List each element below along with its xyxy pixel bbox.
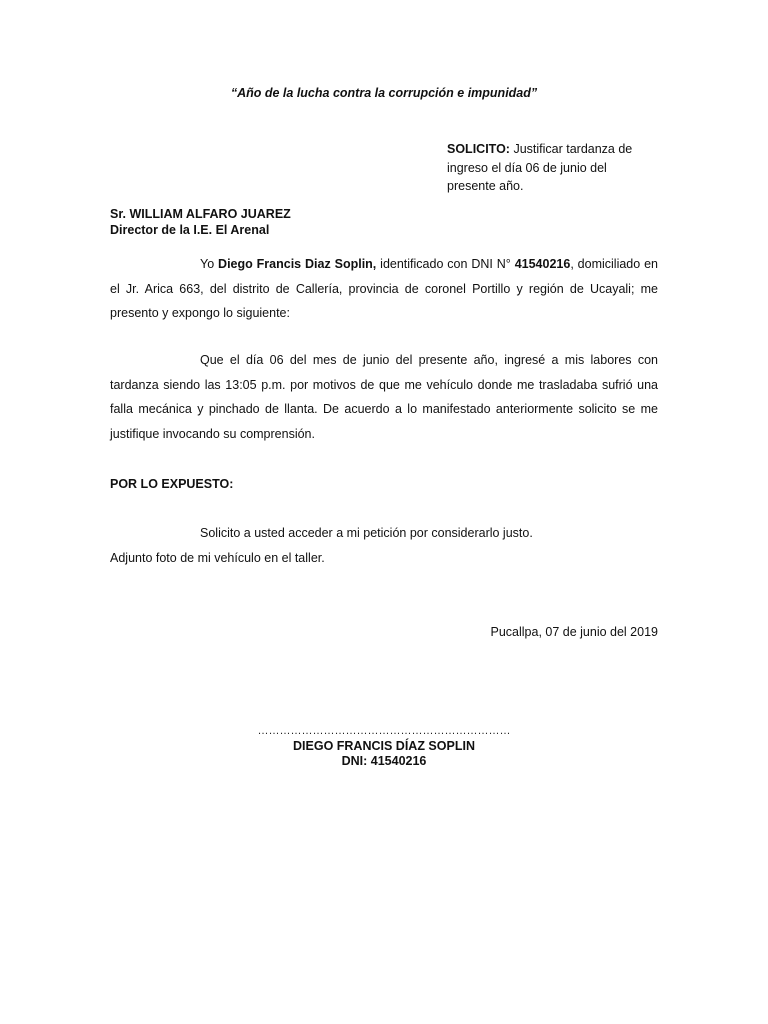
intro-pre: Yo xyxy=(200,257,219,271)
signature-block xyxy=(0,723,768,770)
solicito-block xyxy=(447,140,657,196)
signature-name: DIEGO FRANCIS DÍAZ SOPLIN xyxy=(293,738,475,753)
intro-paragraph xyxy=(110,252,658,326)
year-motto: “Año de la lucha contra la corrupción e impunidad” xyxy=(230,86,538,100)
intro-post: , domiciliado en el Jr. Arica 663, del distrito de Callería, provincia de coronel Portillo y región de Ucayali; me presento y expongo lo siguiente: xyxy=(110,257,659,320)
intro-mid: identificado con DNI N° xyxy=(376,257,515,271)
place-date: Pucallpa, 07 de junio del 2019 xyxy=(490,625,658,639)
addressee-name: Sr. WILLIAM ALFARO JUAREZ xyxy=(110,207,291,221)
por-lo-expuesto-heading: POR LO EXPUESTO: xyxy=(110,477,234,491)
signature-line: …………………………………………………………… xyxy=(257,725,511,737)
addressee-block xyxy=(110,207,291,238)
signature-dni: DNI: 41540216 xyxy=(341,754,427,768)
addressee-title: Director de la I.E. El Arenal xyxy=(110,222,270,237)
solicito-text: Justificar tardanza de ingreso el día 06 de junio del presente año. xyxy=(447,142,633,193)
solicito-label: SOLICITO: xyxy=(447,142,510,156)
closing-line-1: Solicito a usted acceder a mi petición por considerarlo justo. xyxy=(200,526,533,540)
intro-name: Diego Francis Diaz Soplin, xyxy=(218,257,377,271)
intro-dni: 41540216 xyxy=(514,257,571,271)
closing-line-2: Adjunto foto de mi vehículo en el taller. xyxy=(110,550,325,565)
closing-paragraph xyxy=(110,521,658,570)
reason-paragraph: Que el día 06 del mes de junio del presente año, ingresé a mis labores con tardanza siendo las 13:05 p.m. por motivos de que me vehículo donde me trasladaba sufrió una falla mecánica y pinchado de llanta. De acuerdo a lo manifestado anteriormente solicito se me justifique invocando su comprensión. xyxy=(110,353,658,441)
